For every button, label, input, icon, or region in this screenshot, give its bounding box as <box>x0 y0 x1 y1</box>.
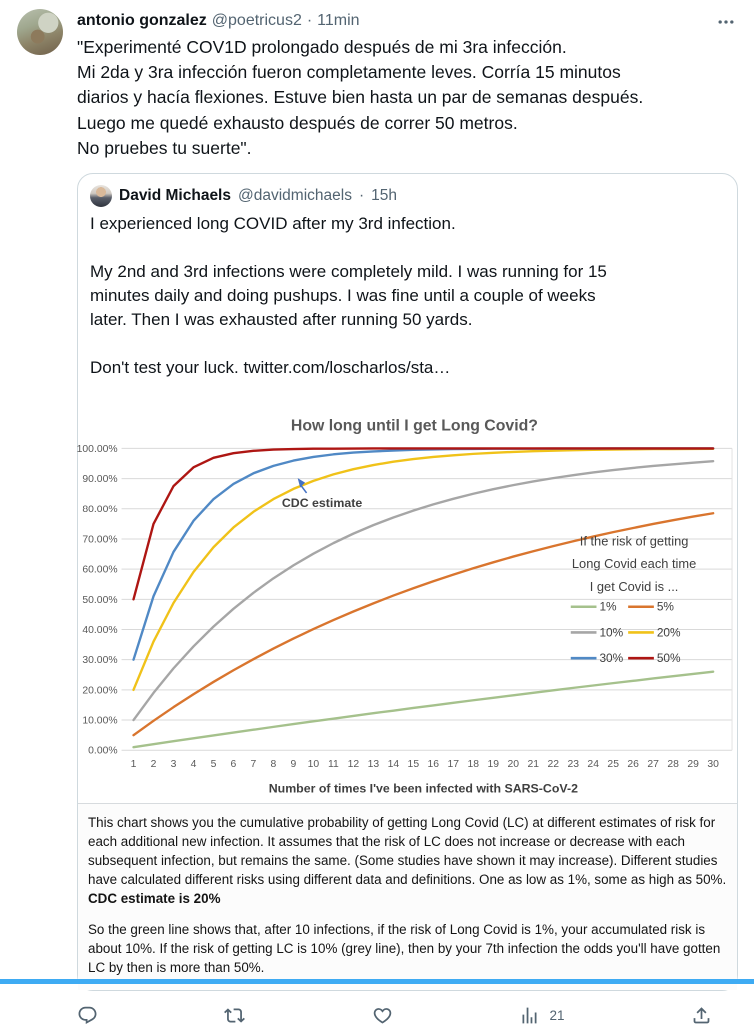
retweet-button[interactable] <box>224 1005 245 1026</box>
svg-text:5%: 5% <box>656 599 674 614</box>
long-covid-line-chart <box>78 395 737 803</box>
quoted-tweet-text: I experienced long COVID after my 3rd infection. My 2nd and 3rd infections were completely mild. I was running for 15 minutes daily and doing pushups. I was fine until a couple of weeks later. Then I was exhausted after running 50 yards. Don't test your luck. twitter.com/loscharlos/sta… <box>90 214 607 378</box>
svg-text:If the risk of getting: If the risk of getting <box>579 533 689 549</box>
svg-text:80.00%: 80.00% <box>82 504 118 516</box>
quoted-tweet-card[interactable] <box>77 173 738 991</box>
svg-text:5: 5 <box>210 759 217 771</box>
caption-paragraph-2: So the green line shows that, after 10 infections, if the risk of Long Covid is 1%, your accumulated risk is about 10%. If the risk of getting LC is 10% (grey line), then by your 7th infection the odds you'll have gotten LC by then is more than 50%. <box>88 921 721 975</box>
svg-text:60.00%: 60.00% <box>82 564 118 576</box>
reply-button[interactable] <box>77 1005 98 1026</box>
bottom-blue-bar <box>0 979 754 984</box>
svg-text:19: 19 <box>487 759 500 771</box>
svg-text:18: 18 <box>467 759 480 771</box>
svg-text:23: 23 <box>567 759 580 771</box>
svg-text:20.00%: 20.00% <box>82 685 118 697</box>
more-button[interactable] <box>716 12 736 32</box>
svg-text:20: 20 <box>507 759 520 771</box>
svg-text:1: 1 <box>130 759 137 771</box>
timestamp[interactable]: 11min <box>317 12 360 29</box>
svg-text:20%: 20% <box>656 625 681 640</box>
more-icon <box>716 12 736 32</box>
avatar[interactable] <box>17 9 63 55</box>
caption-text: This chart shows you the cumulative probability of getting Long Covid (LC) at different estimates of risk for each additional new infection. It assumes that the risk of LC does not increase or decrease with each subsequent infection, but remains the same. (Some studies have shown it may increase). Different studies have calculated different risks using different data and definitions. One as low as 1%, some as high as 50%. <box>88 814 727 887</box>
caption-paragraph-1 <box>88 813 727 908</box>
views-count: 21 <box>549 1007 565 1023</box>
svg-text:30.00%: 30.00% <box>82 655 118 667</box>
quoted-timestamp-separator: · <box>358 187 365 205</box>
svg-text:16: 16 <box>427 759 440 771</box>
quoted-avatar[interactable] <box>90 185 112 207</box>
svg-text:21: 21 <box>527 759 540 771</box>
svg-text:90.00%: 90.00% <box>82 474 118 486</box>
svg-text:50%: 50% <box>656 651 681 666</box>
quoted-display-name[interactable]: David Michaels <box>119 187 231 205</box>
quoted-timestamp[interactable]: 15h <box>371 187 397 205</box>
svg-text:24: 24 <box>587 759 599 771</box>
svg-text:29: 29 <box>687 759 699 771</box>
svg-text:Long Covid each time: Long Covid each time <box>571 556 697 572</box>
svg-text:15: 15 <box>407 759 420 771</box>
quoted-tweet-header <box>78 174 737 207</box>
long-covid-chart-image[interactable] <box>78 395 737 803</box>
svg-text:25: 25 <box>607 759 619 771</box>
svg-text:7: 7 <box>250 759 257 771</box>
views-button[interactable] <box>519 1005 564 1026</box>
svg-text:14: 14 <box>387 759 400 771</box>
svg-text:17: 17 <box>447 759 460 771</box>
svg-text:100.00%: 100.00% <box>76 443 118 455</box>
share-icon <box>691 1005 712 1026</box>
svg-text:CDC estimate: CDC estimate <box>281 495 363 510</box>
svg-text:13: 13 <box>367 759 380 771</box>
tweet-header <box>77 11 738 31</box>
quoted-handle[interactable]: @davidmichaels <box>238 187 352 205</box>
svg-text:0.00%: 0.00% <box>88 745 118 757</box>
tweet-text: "Experimenté COV1D prolongado después de mi 3ra infección. Mi 2da y 3ra infección fueron completamente leves. Corría 15 minutos diarios y hacía flexiones. Estuve bien hasta un par de semanas después. Luego me quedé exhausto después de correr 50 metros. No pruebes tu suerte". <box>77 37 644 158</box>
svg-text:I get Covid is ...: I get Covid is ... <box>589 578 679 594</box>
svg-text:2: 2 <box>150 759 157 771</box>
tweet-action-bar <box>77 1001 738 1031</box>
svg-text:10: 10 <box>307 759 320 771</box>
heart-icon <box>372 1005 393 1026</box>
svg-text:3: 3 <box>170 759 177 771</box>
svg-text:How long until I get Long Covi: How long until I get Long Covid? <box>290 417 538 435</box>
svg-text:1%: 1% <box>599 599 617 614</box>
share-button[interactable] <box>691 1005 712 1026</box>
svg-text:11: 11 <box>327 759 339 771</box>
svg-text:8: 8 <box>270 759 277 771</box>
like-button[interactable] <box>372 1005 393 1026</box>
handle[interactable]: @poetricus2 <box>211 12 302 29</box>
display-name[interactable]: antonio gonzalez <box>77 12 207 29</box>
svg-text:10.00%: 10.00% <box>82 715 118 727</box>
svg-text:12: 12 <box>347 759 360 771</box>
svg-text:9: 9 <box>290 759 297 771</box>
svg-text:30%: 30% <box>599 651 624 666</box>
svg-text:22: 22 <box>547 759 560 771</box>
timestamp-separator: · <box>306 12 313 29</box>
svg-text:10%: 10% <box>599 625 624 640</box>
analytics-icon <box>519 1005 540 1026</box>
svg-text:50.00%: 50.00% <box>82 594 118 606</box>
chart-caption <box>78 803 737 990</box>
reply-icon <box>77 1005 98 1026</box>
svg-text:30: 30 <box>707 759 719 771</box>
svg-text:Number of times I've been infe: Number of times I've been infected with SARS-CoV-2 <box>268 781 578 796</box>
svg-text:6: 6 <box>230 759 237 771</box>
caption-bold-text: CDC estimate is 20% <box>88 890 221 906</box>
svg-text:28: 28 <box>667 759 679 771</box>
retweet-icon <box>224 1005 245 1026</box>
svg-text:4: 4 <box>190 759 197 771</box>
svg-text:40.00%: 40.00% <box>82 624 118 636</box>
svg-text:27: 27 <box>647 759 659 771</box>
svg-text:70.00%: 70.00% <box>82 534 118 546</box>
svg-text:26: 26 <box>627 759 639 771</box>
